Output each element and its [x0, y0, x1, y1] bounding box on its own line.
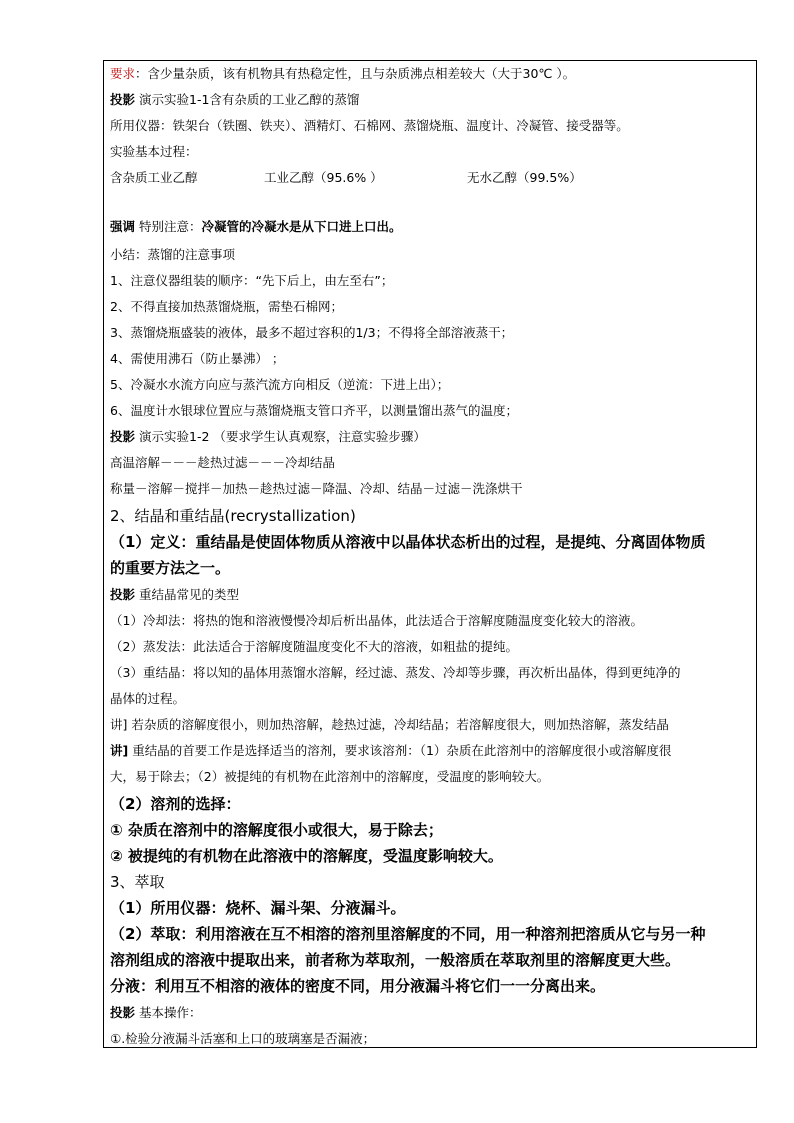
note-2: 2、不得直接加热蒸馏烧瓶，需垫石棉网； — [110, 299, 343, 314]
type-3-line-2: 晶体的过程。 — [110, 691, 186, 706]
note-4: 4、需使用沸石（防止暴沸） ； — [110, 351, 285, 366]
extraction-line-2: 溶剂组成的溶液中提取出来，前者称为萃取剂，一般溶质在萃取剂里的溶解度更大些。 — [110, 951, 681, 969]
type-1: （1）冷却法：将热的饱和溶液慢慢冷却后析出晶体，此法适合于溶解度随温度变化较大的溶液。 — [110, 613, 643, 628]
flow-step-a: 含杂质工业乙醇 — [110, 170, 198, 185]
projection-4-line — [110, 1005, 202, 1021]
definition-line-1: （1）定义：重结晶是使固体物质从溶液中以晶体状态析出的过程，是提纯、分离固体物质 — [110, 533, 706, 551]
lecture-label: 讲] — [110, 743, 129, 758]
separation-line: 分液：利用互不相溶的液体的密度不同，用分液漏斗将它们一一分离出来。 — [110, 977, 606, 995]
projection-2-text: 演示实验1-2 （要求学生认真观察，注意实验步骤） — [135, 429, 426, 444]
extraction-line-1: （2）萃取：利用溶液在互不相溶的溶剂里溶解度的不同，用一种溶剂把溶质从它与另一种 — [110, 925, 706, 943]
note-1: 1、注意仪器组装的顺序：“先下后上，由左至右”； — [110, 273, 394, 288]
operation-1: ①.检验分液漏斗活塞和上口的玻璃塞是否漏液； — [110, 1031, 376, 1046]
solvent-heading: （2）溶剂的选择： — [110, 795, 241, 813]
flow-line-2: 高温溶解－－－趁热过滤－－－冷却结晶 — [110, 455, 336, 470]
note-3: 3、蒸馏烧瓶盛装的液体，最多不超过容积的1/3；不得将全部溶液蒸干； — [110, 325, 514, 340]
type-2: （2）蒸发法：此法适合于溶解度随温度变化不大的溶液，如粗盐的提纯。 — [110, 639, 518, 654]
projection-1-label: 投影 — [110, 92, 136, 107]
projection-3-label: 投影 — [110, 587, 136, 602]
note-5: 5、冷凝水水流方向应与蒸汽流方向相反（逆流：下进上出）； — [110, 377, 450, 392]
projection-4-text: 基本操作： — [135, 1005, 202, 1020]
lecture-line-3: 大，易于除去；（2）被提纯的有机物在此溶剂中的溶解度，受温度的影响较大。 — [110, 769, 550, 784]
flow-line-3: 称量－溶解－搅拌－加热－趁热过滤－降温、冷却、结晶－过滤－洗涤烘干 — [110, 481, 523, 496]
requirement-label: 要求 — [110, 66, 136, 81]
process-title: 实验基本过程： — [110, 144, 198, 159]
emphasis-label: 强调 — [110, 219, 136, 234]
projection-3-text: 重结晶常见的类型 — [135, 587, 239, 602]
requirement-text: ：含少量杂质，该有机物具有热稳定性，且与杂质沸点相差较大（大于30℃ ）。 — [135, 66, 576, 81]
projection-2-label: 投影 — [110, 429, 136, 444]
definition-line-2: 的重要方法之一。 — [110, 559, 231, 577]
solvent-item-1: ① 杂质在溶剂中的溶解度很小或很大，易于除去； — [110, 821, 443, 839]
requirement-line — [110, 66, 575, 82]
projection-2-line — [110, 429, 426, 445]
lecture-text: 重结晶的首要工作是选择适当的溶剂，要求该溶剂：（1）杂质在此溶剂中的溶解度很小或溶解度很 — [128, 743, 672, 758]
section-3-heading: 3、萃取 — [110, 873, 165, 891]
projection-1-text: 演示实验1-1含有杂质的工业乙醇的蒸馏 — [135, 92, 360, 107]
solvent-item-2: ② 被提纯的有机物在此溶液中的溶解度，受温度影响较大。 — [110, 847, 503, 865]
lecture-line-2 — [110, 743, 671, 759]
projection-4-label: 投影 — [110, 1005, 136, 1020]
projection-1-line — [110, 92, 359, 108]
lecture-line-1: 讲] 若杂质的溶解度很小，则加热溶解，趁热过滤，冷却结晶；若溶解度很大，则加热溶解，蒸发结晶 — [110, 717, 669, 732]
flow-step-c: 无水乙醇（99.5%） — [467, 170, 582, 185]
emphasis-text-a: 特别注意： — [135, 219, 202, 234]
summary-title: 小结：蒸馏的注意事项 — [110, 247, 236, 262]
projection-3-line — [110, 587, 239, 603]
flow-step-b: 工业乙醇（95.6% ） — [264, 170, 383, 185]
emphasis-line — [110, 219, 402, 235]
instruments-line: 所用仪器：铁架台（铁圈、铁夹）、酒精灯、石棉网、蒸馏烧瓶、温度计、冷凝管、接受器等。 — [110, 118, 629, 133]
extraction-instruments: （1）所用仪器：烧杯、漏斗架、分液漏斗。 — [110, 899, 406, 917]
note-6: 6、温度计水银球位置应与蒸馏烧瓶支管口齐平，以测量馏出蒸气的温度； — [110, 403, 518, 418]
type-3-line-1: （3）重结晶：将以知的晶体用蒸馏水溶解，经过滤、蒸发、冷却等步骤，再次析出晶体，得到更纯净的 — [110, 665, 681, 680]
emphasis-text-b: 冷凝管的冷凝水是从下口进上口出。 — [201, 219, 402, 234]
section-2-heading: 2、结晶和重结晶(recrystallization) — [110, 507, 356, 525]
process-flow — [110, 170, 752, 186]
